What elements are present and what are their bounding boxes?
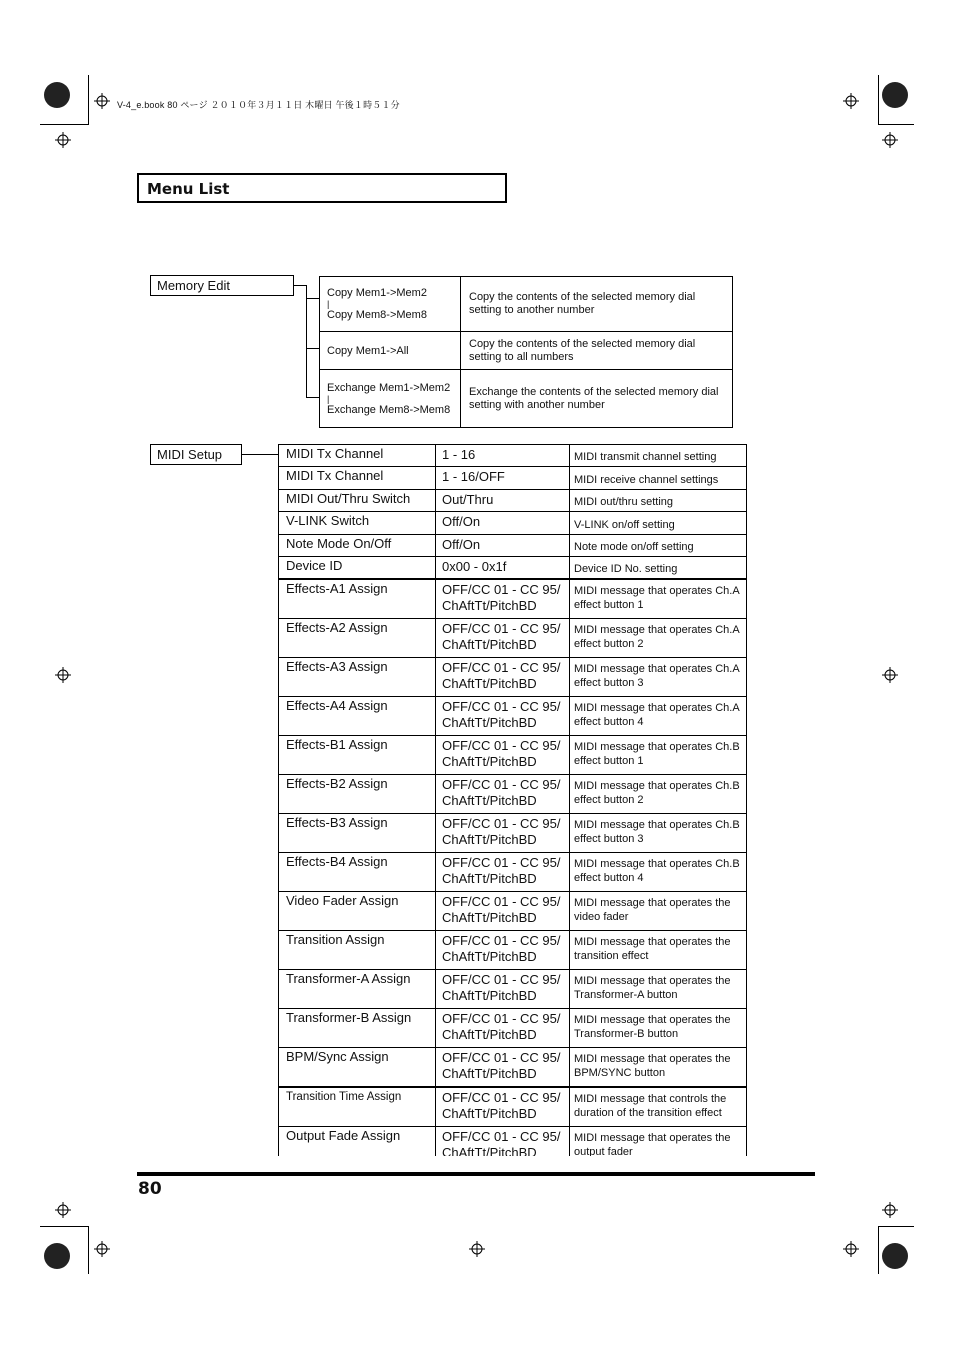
- table-row: [279, 467, 746, 490]
- table-row: [279, 697, 746, 736]
- table-row: [279, 1048, 746, 1088]
- registration-starburst-icon: [882, 1243, 908, 1269]
- parameter-description: Device ID No. setting: [574, 563, 678, 575]
- parameter-name: V-LINK Switch: [279, 512, 436, 534]
- parameter-name: BPM/Sync Assign: [279, 1048, 436, 1086]
- crosshair-icon: [55, 667, 71, 683]
- parameter-value: OFF/CC 01 - CC 95/ ChAftTt/PitchBD: [436, 658, 570, 696]
- table-row: [279, 853, 746, 892]
- menu-description: Copy the contents of the selected memory dial setting to another number: [469, 291, 696, 316]
- parameter-name: Effects-B1 Assign: [279, 736, 436, 774]
- table-row: [320, 369, 732, 427]
- table-row: [279, 490, 746, 512]
- parameter-description: MIDI message that operates the video fader: [574, 897, 731, 923]
- parameter-name: MIDI Tx Channel: [279, 445, 436, 466]
- crosshair-icon: [843, 1241, 859, 1257]
- parameter-description: MIDI message that operates Ch.B effect button 1: [574, 741, 740, 767]
- parameter-name: Effects-A4 Assign: [279, 697, 436, 735]
- parameter-description: MIDI out/thru setting: [574, 496, 674, 508]
- parameter-value: OFF/CC 01 - CC 95/ ChAftTt/PitchBD: [436, 736, 570, 774]
- parameter-description: MIDI message that operates Ch.B effect button 4: [574, 858, 740, 884]
- parameter-description: MIDI transmit channel setting: [574, 451, 717, 463]
- parameter-name: MIDI Tx Channel: [279, 467, 436, 489]
- menu-description: Copy the contents of the selected memory dial setting to all numbers: [469, 337, 696, 363]
- parameter-description: MIDI message that operates Ch.B effect button 2: [574, 780, 740, 806]
- parameter-description: MIDI message that operates Ch.A effect button 4: [574, 702, 740, 728]
- parameter-name: Transformer-B Assign: [279, 1009, 436, 1047]
- parameter-value: OFF/CC 01 - CC 95/ ChAftTt/PitchBD: [436, 931, 570, 969]
- parameter-name: Effects-B4 Assign: [279, 853, 436, 891]
- parameter-name: Note Mode On/Off: [279, 535, 436, 556]
- parameter-value: OFF/CC 01 - CC 95/ ChAftTt/PitchBD: [436, 580, 570, 618]
- table-row: [279, 775, 746, 814]
- page-number: 80: [138, 1179, 162, 1199]
- table-row: [320, 331, 732, 369]
- registration-starburst-icon: [882, 82, 908, 108]
- parameter-value: OFF/CC 01 - CC 95/ ChAftTt/PitchBD: [436, 814, 570, 852]
- table-row: [279, 619, 746, 658]
- menu-item: Copy Mem1->All: [327, 344, 409, 357]
- table-row: [279, 736, 746, 775]
- parameter-description: MIDI message that controls the duration of the transition effect: [574, 1093, 727, 1119]
- table-row: [279, 445, 746, 467]
- table-row: [320, 277, 732, 331]
- file-info-header: V-4_e.book 80 ページ ２０１０年３月１１日 木曜日 午後１時５１分: [117, 100, 400, 110]
- table-row: [279, 814, 746, 853]
- crosshair-icon: [94, 1241, 110, 1257]
- memory-edit-label: Memory Edit: [150, 275, 294, 296]
- crosshair-icon: [843, 93, 859, 109]
- parameter-description: MIDI message that operates the Transformer-A button: [574, 975, 731, 1001]
- parameter-name: Device ID: [279, 557, 436, 578]
- parameter-name: Transformer-A Assign: [279, 970, 436, 1008]
- table-row: [279, 1009, 746, 1048]
- table-row: [279, 970, 746, 1009]
- parameter-value: OFF/CC 01 - CC 95/ ChAftTt/PitchBD: [436, 775, 570, 813]
- table-row: [279, 557, 746, 580]
- parameter-value: OFF/CC 01 - CC 95/ ChAftTt/PitchBD: [436, 1088, 570, 1126]
- parameter-name: Effects-A1 Assign: [279, 580, 436, 618]
- crosshair-icon: [55, 1202, 71, 1218]
- registration-starburst-icon: [44, 1243, 70, 1269]
- parameter-value: Out/Thru: [436, 490, 570, 511]
- parameter-value: OFF/CC 01 - CC 95/ ChAftTt/PitchBD: [436, 1048, 570, 1086]
- parameter-name: Transition Time Assign: [279, 1088, 436, 1126]
- parameter-value: 1 - 16: [436, 445, 570, 466]
- menu-description: Exchange the contents of the selected memory dial setting with another number: [469, 385, 719, 411]
- table-row: [279, 931, 746, 970]
- table-row: [279, 580, 746, 619]
- parameter-description: MIDI message that operates the Transformer-B button: [574, 1014, 731, 1040]
- menu-item: Copy Mem8->Mem8: [327, 309, 427, 321]
- parameter-value: 0x00 - 0x1f: [436, 557, 570, 578]
- parameter-value: OFF/CC 01 - CC 95/ ChAftTt/PitchBD: [436, 892, 570, 930]
- page-title: Menu List: [137, 173, 507, 203]
- crosshair-icon: [469, 1241, 485, 1257]
- table-row: [279, 512, 746, 535]
- menu-item: Exchange Mem8->Mem8: [327, 403, 451, 416]
- crosshair-icon: [882, 132, 898, 148]
- range-separator: |: [327, 299, 330, 309]
- parameter-value: OFF/CC 01 - CC 95/ ChAftTt/PitchBD: [436, 1127, 570, 1156]
- parameter-description: Note mode on/off setting: [574, 541, 694, 553]
- memory-edit-table: [319, 276, 733, 428]
- parameter-description: MIDI message that operates Ch.A effect button 3: [574, 663, 740, 689]
- parameter-value: Off/On: [436, 535, 570, 556]
- parameter-name: Effects-B2 Assign: [279, 775, 436, 813]
- parameter-value: Off/On: [436, 512, 570, 534]
- parameter-description: V-LINK on/off setting: [574, 519, 675, 531]
- crosshair-icon: [882, 667, 898, 683]
- parameter-description: MIDI message that operates Ch.B effect button 3: [574, 819, 740, 845]
- parameter-value: OFF/CC 01 - CC 95/ ChAftTt/PitchBD: [436, 853, 570, 891]
- parameter-name: Output Fade Assign: [279, 1127, 436, 1156]
- parameter-name: Effects-B3 Assign: [279, 814, 436, 852]
- crosshair-icon: [882, 1202, 898, 1218]
- table-row: [279, 658, 746, 697]
- parameter-value: OFF/CC 01 - CC 95/ ChAftTt/PitchBD: [436, 1009, 570, 1047]
- menu-item: Copy Mem1->Mem2: [327, 287, 427, 299]
- table-row: [279, 892, 746, 931]
- midi-setup-table: [278, 444, 747, 1156]
- menu-item: Exchange Mem1->Mem2: [327, 381, 451, 394]
- range-separator: |: [327, 393, 330, 404]
- parameter-value: OFF/CC 01 - CC 95/ ChAftTt/PitchBD: [436, 697, 570, 735]
- parameter-description: MIDI message that operates Ch.A effect button 2: [574, 624, 740, 650]
- parameter-name: Effects-A3 Assign: [279, 658, 436, 696]
- parameter-description: MIDI message that operates the transition effect: [574, 936, 731, 962]
- parameter-name: Transition Assign: [279, 931, 436, 969]
- parameter-value: OFF/CC 01 - CC 95/ ChAftTt/PitchBD: [436, 619, 570, 657]
- table-row: [279, 1127, 746, 1156]
- parameter-description: MIDI message that operates Ch.A effect button 1: [574, 585, 740, 611]
- parameter-value: OFF/CC 01 - CC 95/ ChAftTt/PitchBD: [436, 970, 570, 1008]
- parameter-description: MIDI receive channel settings: [574, 474, 719, 486]
- table-row: [279, 1088, 746, 1127]
- registration-starburst-icon: [44, 82, 70, 108]
- parameter-description: MIDI message that operates the output fader: [574, 1132, 731, 1156]
- midi-setup-label: MIDI Setup: [150, 444, 242, 465]
- parameter-name: MIDI Out/Thru Switch: [279, 490, 436, 511]
- parameter-value: 1 - 16/OFF: [436, 467, 570, 489]
- table-row: [279, 535, 746, 557]
- parameter-name: Video Fader Assign: [279, 892, 436, 930]
- footer-rule: [137, 1172, 815, 1176]
- crosshair-icon: [94, 93, 110, 109]
- parameter-description: MIDI message that operates the BPM/SYNC button: [574, 1053, 731, 1079]
- crosshair-icon: [55, 132, 71, 148]
- parameter-name: Effects-A2 Assign: [279, 619, 436, 657]
